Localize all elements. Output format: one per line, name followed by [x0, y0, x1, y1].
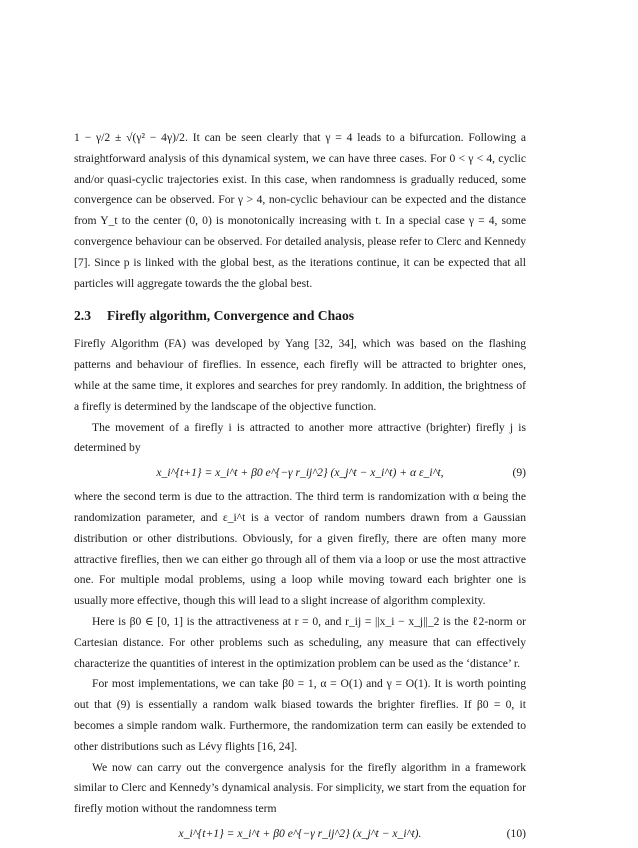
equation-10-formula: x_i^{t+1} = x_i^t + β0 e^{−γ r_ij^2} (x_j^t − x_i^t).: [178, 826, 422, 840]
paragraph-movement: The movement of a firefly i is attracted to another more attractive (brighter) firefly j is determined by: [74, 420, 526, 455]
paragraph-implementations: For most implementations, we can take β0 = 1, α = O(1) and γ = O(1). It is worth pointing out that (9) is essentially a random walk biased towards the brighter fireflies. If β0 = 0, it becomes a simple random walk. Furthermore, the randomization term can easily be extended to other distributions such as Lévy flights [16, 24].: [74, 677, 526, 753]
section-title: Firefly algorithm, Convergence and Chaos: [107, 308, 355, 324]
section-heading: [74, 306, 526, 326]
paragraph-fa-intro: Firefly Algorithm (FA) was developed by Yang [32, 34], which was based on the flashing patterns and behaviour of fireflies. In essence, each firefly will be attracted to brighter ones, while at the same time, it explores and searches for prey randomly. In addition, the brightness of a firefly is determined by the landscape of the objective function.: [74, 337, 526, 413]
paragraph-convergence: We now can carry out the convergence analysis for the firefly algorithm in a framework similar to Clerc and Kennedy’s dynamical analysis. For simplicity, we start from the equation for firefly motion without the randomness term: [74, 760, 526, 816]
equation-9: [74, 459, 526, 487]
paper-body: [74, 128, 526, 848]
equation-10: [74, 820, 526, 848]
equation-9-number: (9): [512, 466, 526, 480]
paragraph-attraction: where the second term is due to the attraction. The third term is randomization with α being the randomization parameter, and ε_i^t is a vector of random numbers drawn from a Gaussian distribution or other distributions. Obviously, for a given firefly, there are often many more attractive fireflies, then we can either go through all of them via a loop or use the most attractive one. For multiple modal problems, using a loop while moving toward each brighter one is usually more effective, though this will lead to a slight increase of algorithm complexity.: [74, 490, 526, 608]
section-number: 2.3: [74, 308, 91, 324]
paragraph-bifurcation: 1 − γ/2 ± √(γ² − 4γ)/2. It can be seen clearly that γ = 4 leads to a bifurcation. Following a straightforward analysis of this dynamical system, we can have three cases. For 0 < γ < 4, cyclic and/or quasi-cyclic trajectories exist. In this case, when randomness is gradually reduced, some convergence can be observed. For γ > 4, non-cyclic behaviour can be expected and the distance from Y_t to the center (0, 0) is monotonically increasing with t. In a special case γ = 4, some convergence behaviour can be observed. For detailed analysis, please refer to Clerc and Kennedy [7]. Since p is linked with the global best, as the iterations continue, it can be expected that all particles will aggregate towards the the global best.: [74, 131, 526, 290]
equation-9-formula: x_i^{t+1} = x_i^t + β0 e^{−γ r_ij^2} (x_j^t − x_i^t) + α ε_i^t,: [156, 466, 444, 480]
equation-10-number: (10): [506, 826, 526, 840]
paragraph-attractiveness: Here is β0 ∈ [0, 1] is the attractiveness at r = 0, and r_ij = ||x_i − x_j||_2 is the ℓ2-norm or Cartesian distance. For other problems such as scheduling, any measure that can effectively characterize the quantities of interest in the optimization problem can be used as the ‘distance’ r.: [74, 614, 526, 670]
